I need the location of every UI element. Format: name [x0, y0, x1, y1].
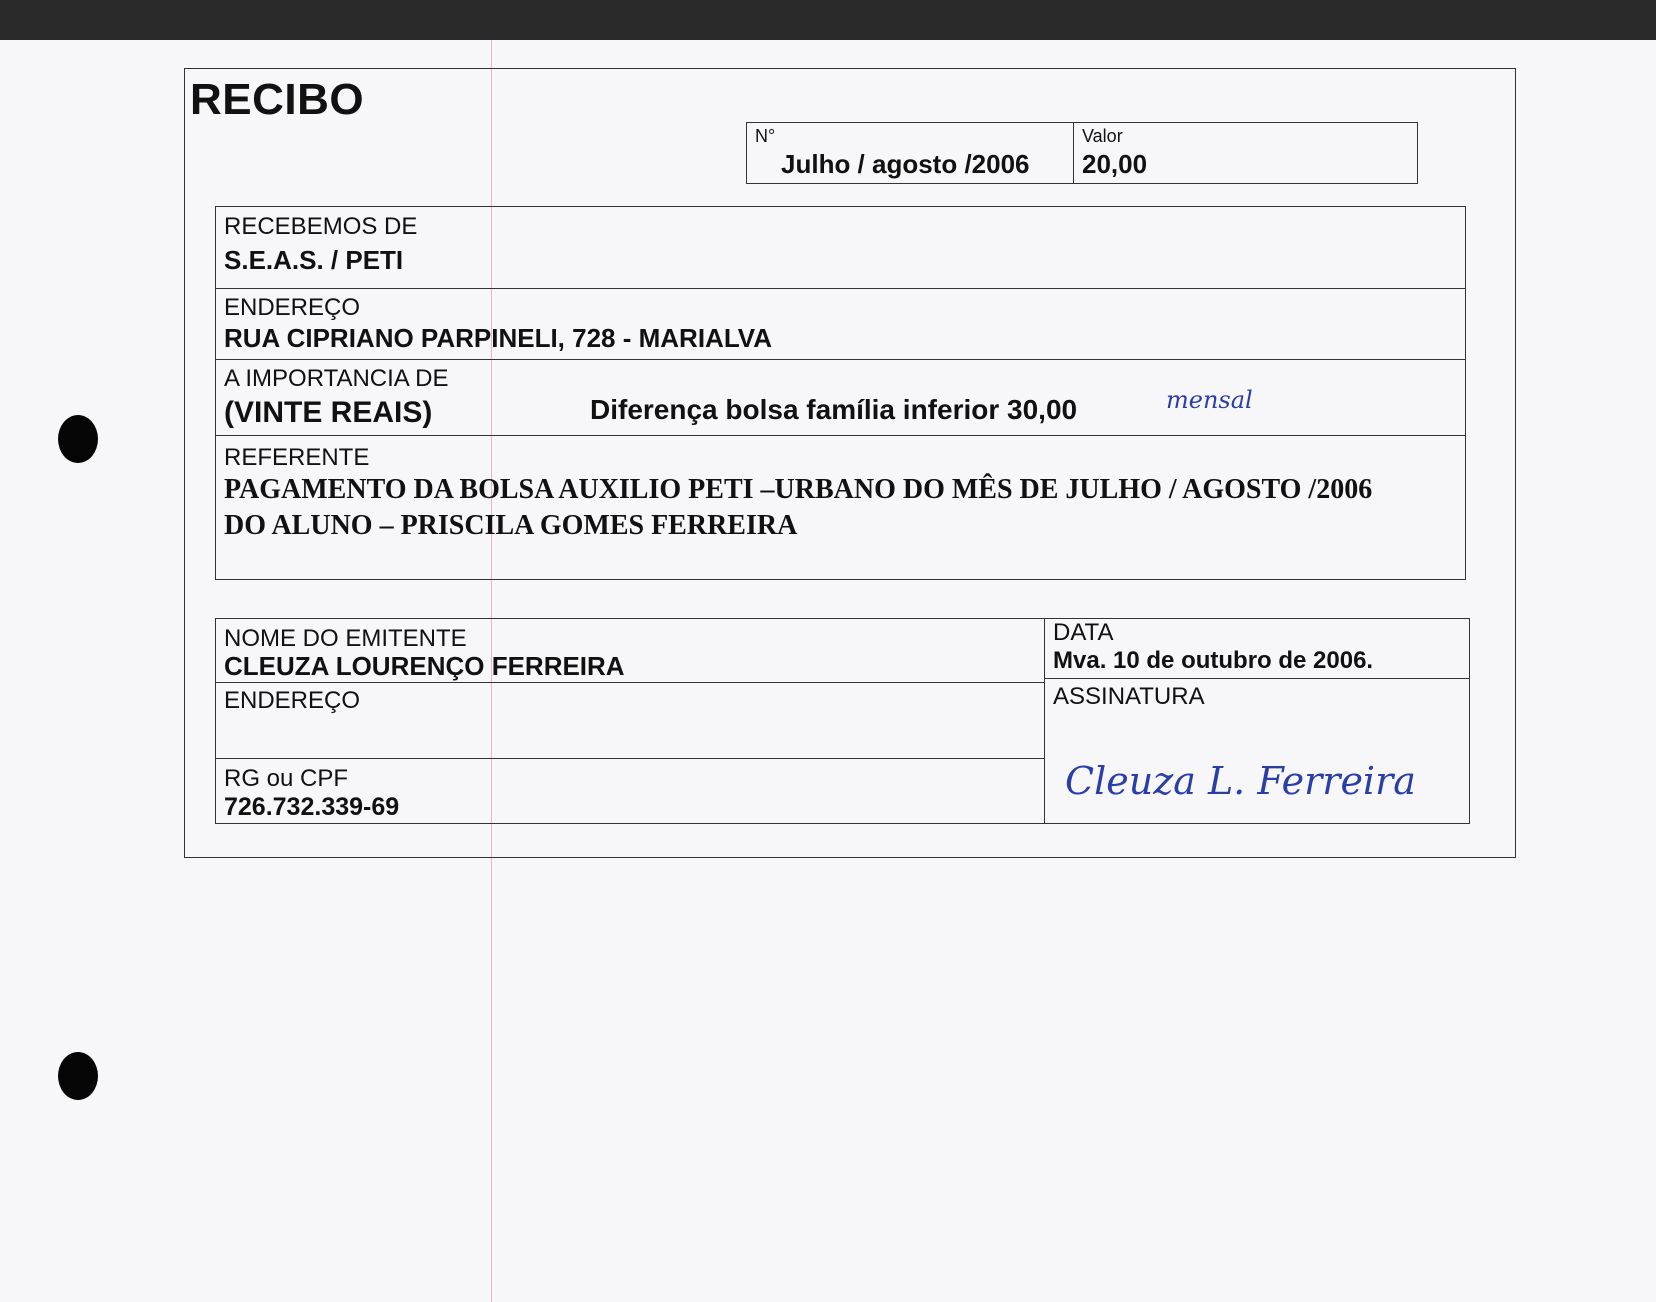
number-cell [747, 123, 1074, 183]
date-label: DATA [1053, 619, 1114, 646]
issuer-name-value: CLEUZA LOURENÇO FERREIRA [224, 651, 625, 681]
number-value-box [746, 122, 1418, 184]
id-label: RG ou CPF [224, 765, 349, 792]
number-value: Julho / agosto /2006 [781, 149, 1030, 179]
value-cell [1074, 123, 1417, 183]
signature-row [1045, 679, 1469, 825]
amount-label: A IMPORTANCIA DE [224, 365, 449, 392]
payment-details-box [215, 206, 1466, 580]
date-value: Mva. 10 de outubro de 2006. [1053, 647, 1374, 674]
reference-label: REFERENTE [224, 444, 370, 471]
id-row [216, 759, 1044, 825]
issuer-box [215, 618, 1470, 824]
id-value: 726.732.339-69 [224, 793, 400, 821]
amount-row [216, 360, 1465, 436]
punch-hole [58, 415, 98, 463]
signature-label: ASSINATURA [1053, 683, 1205, 710]
punch-hole [58, 1052, 98, 1100]
issuer-name-label: NOME DO EMITENTE [224, 625, 467, 652]
amount-value: (VINTE REAIS) [224, 396, 433, 429]
received-from-value: S.E.A.S. / PETI [224, 245, 404, 275]
value-label: Valor [1082, 126, 1123, 146]
issuer-address-row [216, 683, 1044, 759]
handwritten-note: mensal [1166, 386, 1253, 414]
reference-line-2: DO ALUNO – PRISCILA GOMES FERREIRA [224, 510, 798, 541]
address-label: ENDEREÇO [224, 294, 361, 321]
reference-line-1: PAGAMENTO DA BOLSA AUXILIO PETI –URBANO DO MÊS DE JULHO / AGOSTO /2006 [224, 474, 1373, 505]
received-from-row [216, 207, 1465, 289]
value-amount: 20,00 [1082, 149, 1148, 179]
received-from-label: RECEBEMOS DE [224, 213, 418, 240]
issuer-name-row [216, 619, 1044, 683]
date-signature-column [1045, 619, 1469, 823]
reference-row [216, 436, 1465, 581]
address-row [216, 289, 1465, 360]
issuer-column [216, 619, 1045, 823]
issuer-address-label: ENDEREÇO [224, 687, 361, 714]
date-row [1045, 619, 1469, 679]
number-label: N° [755, 126, 776, 146]
amount-note: Diferença bolsa família inferior 30,00 [590, 394, 1078, 425]
address-value: RUA CIPRIANO PARPINELI, 728 - MARIALVA [224, 323, 772, 353]
signature: Cleuza L. Ferreira [1065, 759, 1416, 803]
receipt-title: RECIBO [190, 75, 365, 124]
